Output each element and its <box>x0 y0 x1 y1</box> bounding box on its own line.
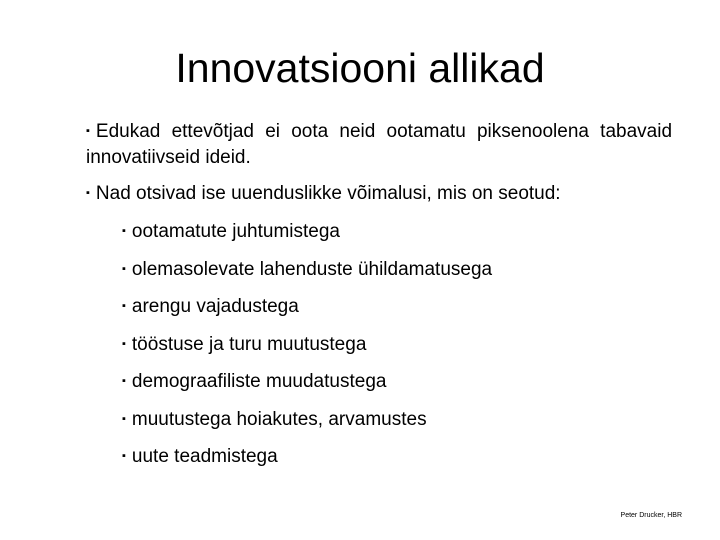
paragraph-1-emphasis: ei oota <box>265 121 329 142</box>
square-bullet-icon: ▪ <box>122 262 126 275</box>
sub-bullet-list <box>122 218 492 481</box>
list-item <box>122 293 492 331</box>
list-item <box>122 406 492 444</box>
list-item <box>122 443 492 481</box>
list-item-text: demograafiliste muudatustega <box>131 371 387 392</box>
square-bullet-icon: ▪ <box>122 300 126 312</box>
list-item-text: arengu vajadustega <box>131 296 299 317</box>
list-item-text: tööstuse ja turu muutustega <box>131 333 367 355</box>
paragraph-2-text: Nad otsivad ise uuenduslikke võimalusi, mis on seotud: <box>95 183 561 204</box>
square-bullet-icon: ▪ <box>86 187 90 199</box>
square-bullet-icon: ▪ <box>122 450 126 462</box>
square-bullet-icon: ▪ <box>86 125 90 137</box>
paragraph-1-text-start: Edukad ettevõtjad <box>95 121 266 142</box>
list-item <box>122 331 492 369</box>
square-bullet-icon: ▪ <box>122 375 126 387</box>
square-bullet-icon: ▪ <box>122 412 126 425</box>
bullet-paragraph-1 <box>86 118 672 171</box>
list-item-text: olemasolevate lahenduste ühildamatusega <box>131 258 493 280</box>
list-item-text: muutustega hoiakutes, arvamustes <box>131 408 427 430</box>
source-note: Peter Drucker, HBR <box>620 512 682 519</box>
square-bullet-icon: ▪ <box>122 337 126 350</box>
list-item-text: uute teadmistega <box>131 446 278 467</box>
list-item <box>122 256 492 294</box>
square-bullet-icon: ▪ <box>122 225 126 237</box>
list-item <box>122 218 492 256</box>
bullet-paragraph-2 <box>86 180 672 207</box>
slide-title: Innovatsiooni allikad <box>175 45 545 91</box>
list-item <box>122 368 492 406</box>
paragraph-1-text-end: neid ootamatu piksenoolena tabavaid innovatiivseid ideid. <box>86 121 673 168</box>
list-item-text: ootamatute juhtumistega <box>131 221 340 242</box>
